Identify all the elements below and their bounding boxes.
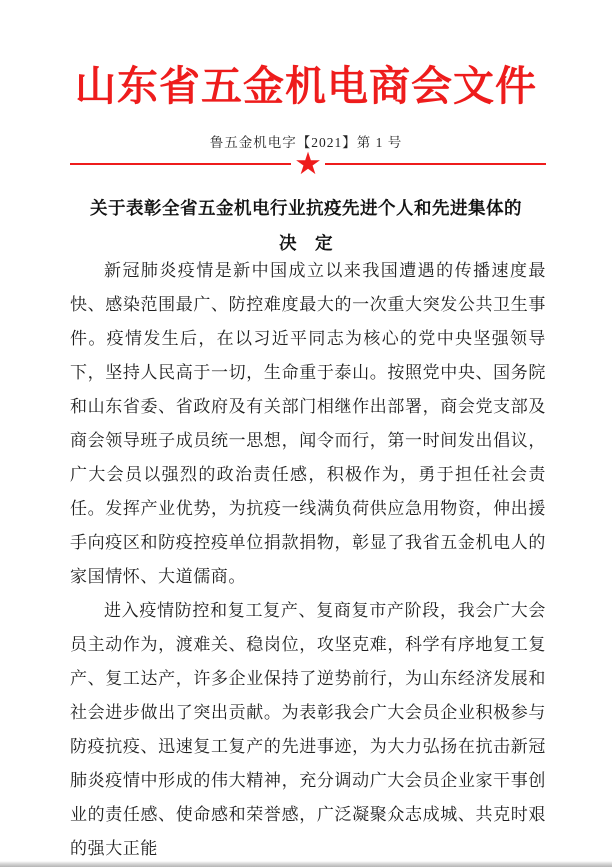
document-title-line1: 关于表彰全省五金机电行业抗疫先进个人和先进集体的 [90, 198, 522, 218]
document-title [40, 191, 572, 261]
divider-line-left [70, 163, 291, 165]
divider-line-right [325, 163, 546, 165]
star-icon: ★ [294, 146, 322, 181]
body-paragraph-2: 进入疫情防控和复工复产、复商复市产阶段，我会广大会员主动作为，渡难关、稳岗位，攻坚克难，科学有序地复工复产、复工达产，许多企业保持了逆势前行，为山东经济发展和社会进步做出了突出贡献。为表彰我会广大会员企业积极参与防疫抗疫、迅速复工复产的先进事迹，为大力弘扬在抗击新冠肺炎疫情中形成的伟大精神，充分调动广大会员企业家干事创业的责任感、使命感和荣誉感，广泛凝聚众志成城、共克时艰的强大正能 [70, 601, 546, 858]
document-body [70, 254, 546, 866]
document-title-line2: 决 定 [279, 233, 333, 253]
doc-number: 鲁五金机电字【2021】第 1 号 [209, 135, 403, 150]
body-paragraph-1: 新冠肺炎疫情是新中国成立以来我国遭遇的传播速度最快、感染范围最广、防控难度最大的一次重大突发公共卫生事件。疫情发生后，在以习近平同志为核心的党中央坚强领导下，坚持人民高于一切，生命重于泰山。按照党中央、国务院和山东省委、省政府及有关部门相继作出部署，商会党支部及商会领导班子成员统一思想，闻令而行，第一时间发出倡议，广大会员以强烈的政治责任感，积极作为，勇于担任社会责任。发挥产业优势，为抗疫一线满负荷供应急用物资，伸出援手向疫区和防疫控疫单位捐款捐物，彰显了我省五金机电人的家国情怀、大道儒商。 [70, 261, 546, 586]
page-edge-shadow [0, 861, 612, 867]
document-org-title: 山东省五金机电商会文件 [75, 63, 537, 109]
red-divider [70, 146, 546, 181]
